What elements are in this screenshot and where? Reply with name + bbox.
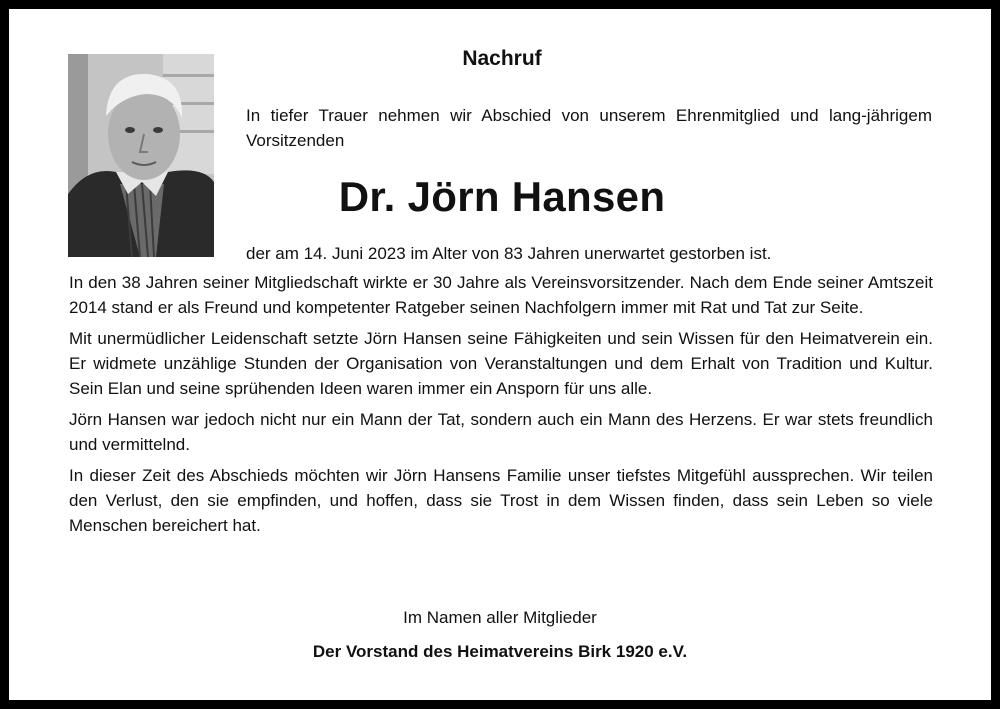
intro-text: In tiefer Trauer nehmen wir Abschied von unserem Ehrenmitglied und lang-jährigem Vorsitzenden (246, 106, 932, 150)
death-line: der am 14. Juni 2023 im Alter von 83 Jahren unerwartet gestorben ist. (246, 244, 772, 263)
notice-heading: Nachruf (462, 47, 542, 70)
paragraph: In den 38 Jahren seiner Mitgliedschaft wirkte er 30 Jahre als Vereinsvorsitzender. Nach dem Ende seiner Amtszeit 2014 stand er als Freund und kompetenter Ratgeber seinen Nachfolgern immer mit Rat und Tat zur Seite. (69, 273, 933, 317)
deceased-name: Dr. Jörn Hansen (338, 173, 666, 220)
obituary-body (69, 270, 933, 544)
paragraph: In dieser Zeit des Abschieds möchten wir Jörn Hansens Familie unser tiefstes Mitgefühl aussprechen. Wir teilen den Verlust, den sie empfinden, und hoffen, dass sie Trost in dem Wissen finden, dass sein Leben so viele Menschen bereichert hat. (69, 466, 933, 535)
paragraph: Mit unermüdlicher Leidenschaft setzte Jörn Hansen seine Fähigkeiten und sein Wissen für den Heimatverein ein. Er widmete unzählige Stunden der Organisation von Veranstaltungen und dem Erhalt von Tradition und Kultur. Sein Elan und seine sprühenden Ideen waren immer ein Ansporn für uns alle. (69, 329, 933, 398)
signature-organization: Der Vorstand des Heimatvereins Birk 1920 e.V. (312, 642, 688, 661)
signature-line: Im Namen aller Mitglieder (403, 608, 597, 627)
paragraph: Jörn Hansen war jedoch nicht nur ein Mann der Tat, sondern auch ein Mann des Herzens. Er war stets freundlich und vermittelnd. (69, 410, 933, 454)
obituary-notice (9, 9, 991, 700)
portrait-photo (68, 54, 214, 257)
